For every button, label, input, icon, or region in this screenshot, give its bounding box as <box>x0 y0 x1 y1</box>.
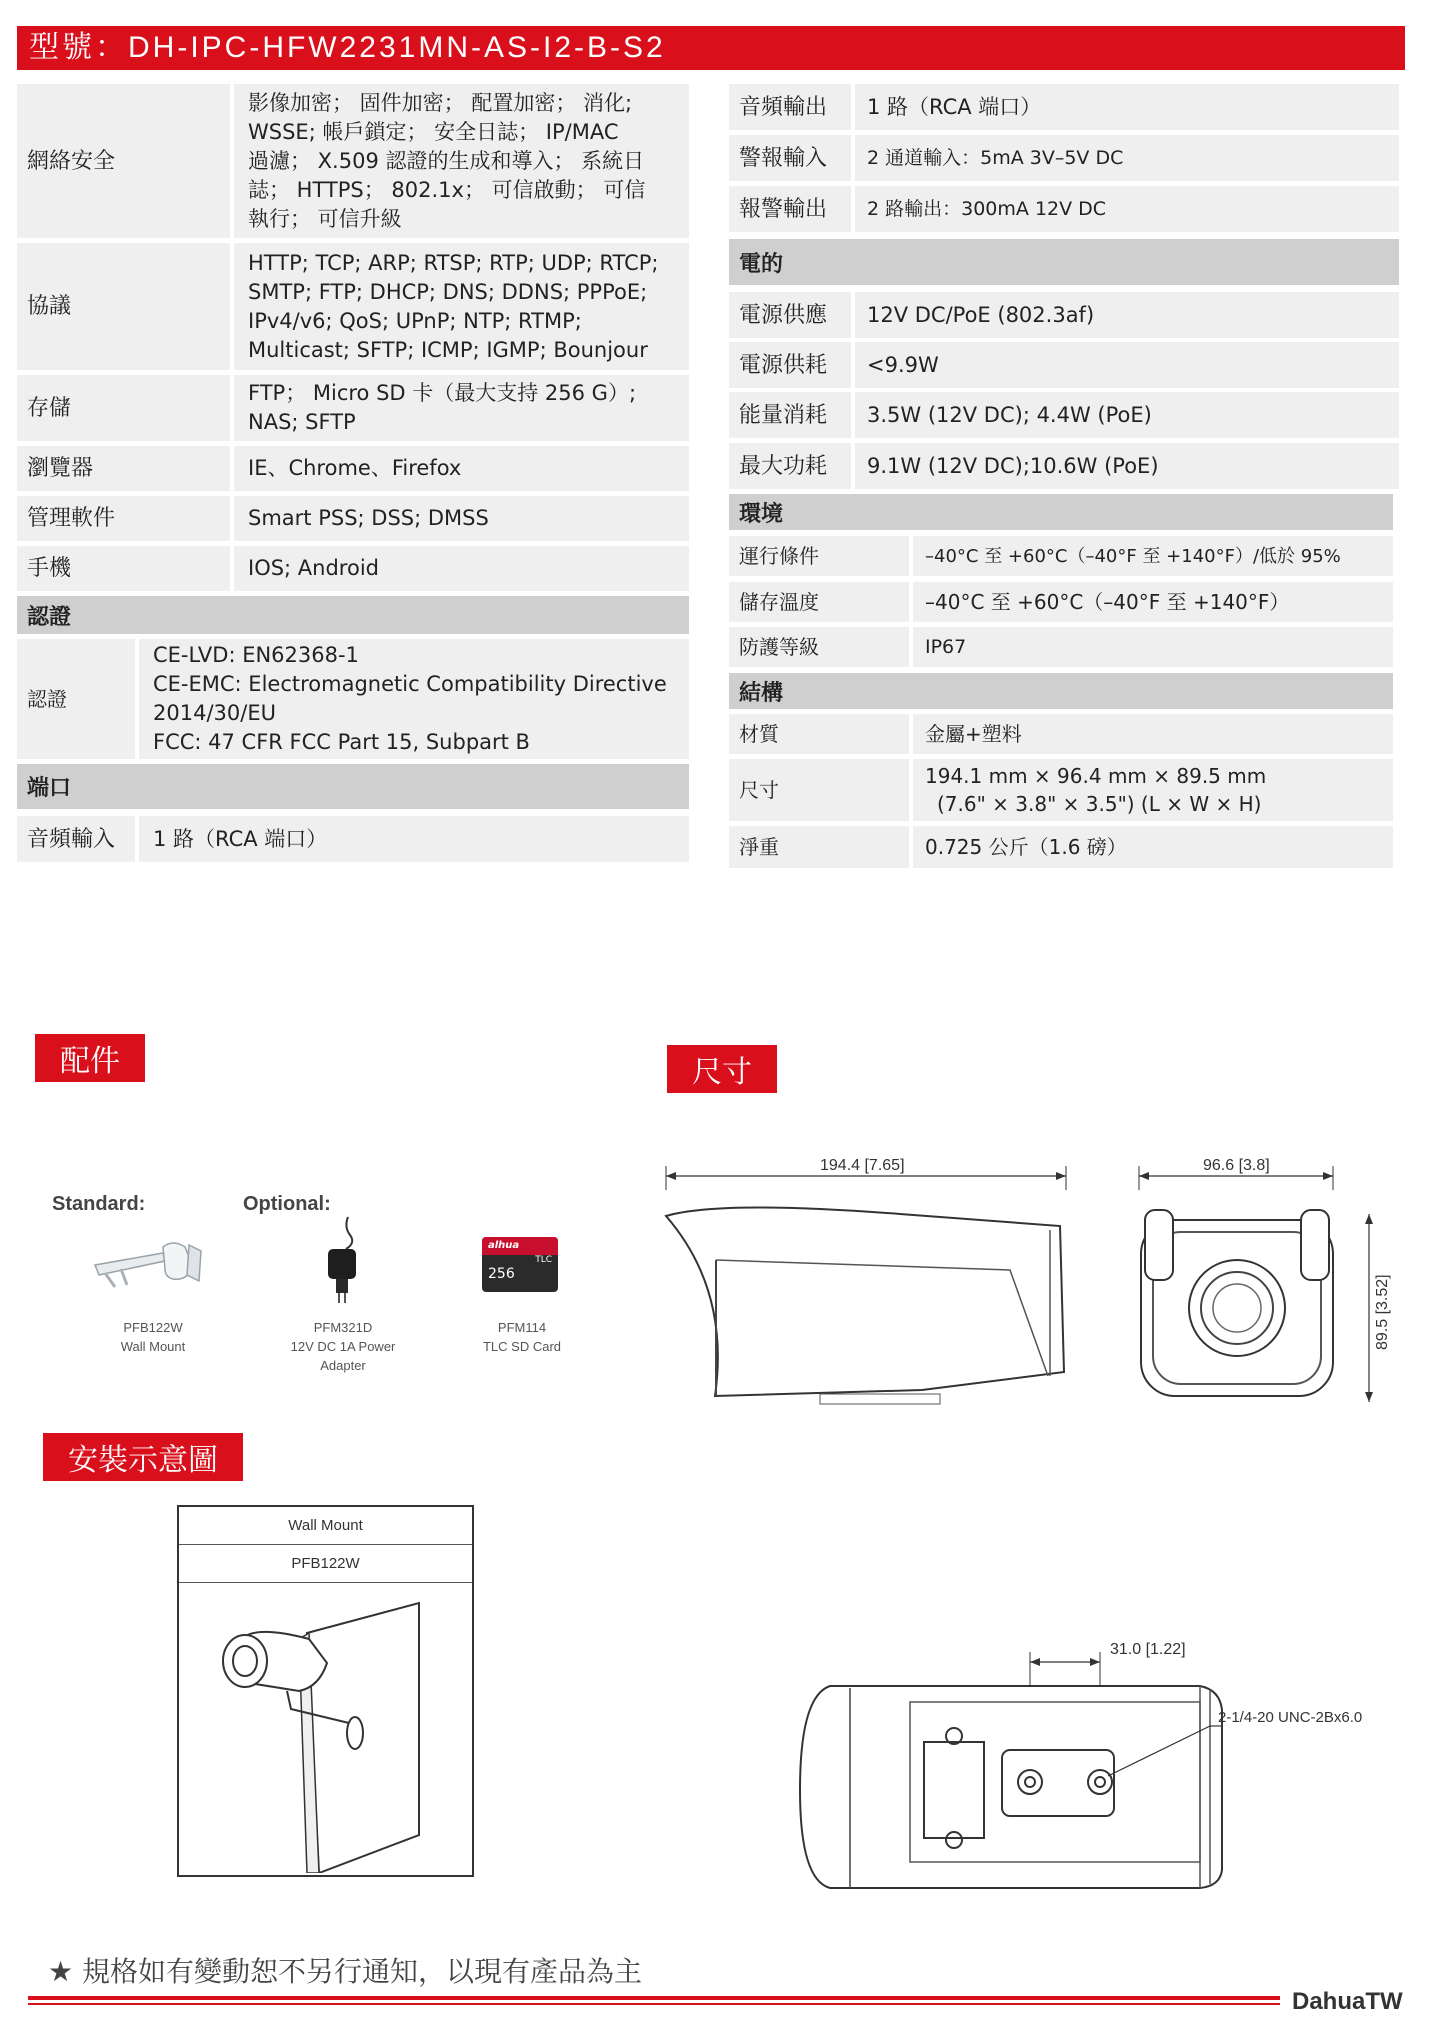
spec-value: –40°C 至 +60°C（–40°F 至 +140°F）/低於 95% <box>913 536 1393 576</box>
spec-line: SMTP; FTP; DHCP; DNS; DDNS; PPPoE; <box>248 279 648 304</box>
spec-label: 能量消耗 <box>729 392 851 438</box>
spec-value: <9.9W <box>855 342 1399 388</box>
power-adapter-icon <box>318 1215 368 1305</box>
spec-label: 存儲 <box>17 375 230 441</box>
spec-line: (7.6" × 3.8" × 3.5") (L × W × H) <box>937 792 1262 816</box>
spec-row-protocol <box>17 243 689 370</box>
spec-line: CE-EMC: Electromagnetic Compatibility Directive <box>153 672 667 696</box>
footer-divider-red-thin <box>28 2003 1280 2005</box>
screw-spec-label: 2-1/4-20 UNC-2Bx6.0 <box>1218 1709 1363 1726</box>
spec-row-max-power <box>729 443 1399 489</box>
spec-value: –40°C 至 +60°C（–40°F 至 +140°F） <box>913 582 1393 622</box>
spec-line: 執行； 可信升級 <box>248 206 402 231</box>
optional-label: Optional: <box>243 1193 331 1215</box>
spec-label: 儲存溫度 <box>729 582 909 622</box>
spec-line: 過濾； X.509 認證的生成和導入； 系統日 <box>248 148 645 173</box>
spec-line: 誌； HTTPS； 802.1x； 可信啟動； 可信 <box>248 177 646 202</box>
hole-spacing-dimension: 31.0 [1.22] <box>1110 1641 1186 1658</box>
section-header-port: 端口 <box>17 764 689 809</box>
spec-label: 電源供應 <box>729 292 851 338</box>
spec-value: IE、Chrome、Firefox <box>234 446 689 491</box>
spec-value: 2 通道輸入：5mA 3V–5V DC <box>855 135 1399 181</box>
installation-diagram <box>177 1505 474 1877</box>
spec-value <box>139 639 689 759</box>
camera-side-view-drawing <box>660 1150 1080 1410</box>
spec-label: 協議 <box>17 243 230 370</box>
spec-row-cert <box>17 639 689 759</box>
height-dimension: 89.5 [3.52] <box>1374 1274 1391 1350</box>
spec-line: Multicast; SFTP; ICMP; IGMP; Bounjour <box>248 337 648 362</box>
spec-value: 金屬+塑料 <box>913 714 1393 754</box>
model-title: 型號：DH-IPC-HFW2231MN-AS-I2-B-S2 <box>29 31 666 64</box>
spec-label: 淨重 <box>729 826 909 868</box>
spec-label: 警報輸入 <box>729 135 851 181</box>
spec-row-dimensions <box>729 759 1393 821</box>
spec-row-mgmt <box>17 496 689 541</box>
spec-row-protection <box>729 627 1393 667</box>
spec-row-browser <box>17 446 689 491</box>
spec-line: CE-LVD: EN62368-1 <box>153 643 359 667</box>
section-header-env: 環境 <box>729 494 1393 530</box>
model-title-bar <box>17 26 1405 70</box>
spec-row-energy <box>729 392 1399 438</box>
spec-value: 0.725 公斤（1.6 磅） <box>913 826 1393 868</box>
standard-label: Standard: <box>52 1193 146 1215</box>
spec-label: 管理軟件 <box>17 496 230 541</box>
wall-mount-icon <box>85 1235 210 1295</box>
spec-value: Smart PSS; DSS; DMSS <box>234 496 689 541</box>
spec-row-storage-temp <box>729 582 1393 622</box>
spec-line: 影像加密； 固件加密； 配置加密； 消化; <box>248 90 633 115</box>
spec-row-audio-out <box>729 84 1399 130</box>
sd-capacity: 256 <box>488 1266 515 1282</box>
spec-value: 3.5W (12V DC); 4.4W (PoE) <box>855 392 1399 438</box>
spec-value <box>913 759 1393 821</box>
installation-heading: 安裝示意圖 <box>43 1433 243 1481</box>
spec-row-storage <box>17 375 689 441</box>
spec-row-power-consumption <box>729 342 1399 388</box>
spec-label: 認證 <box>17 639 135 759</box>
spec-line: IPv4/v6; QoS; UPnP; NTP; RTMP; <box>248 308 582 333</box>
spec-label: 手機 <box>17 546 230 591</box>
sd-card-icon <box>482 1237 558 1292</box>
footer-note: ★ 規格如有變動恕不另行通知，以現有產品為主 <box>48 1955 643 1988</box>
accessory-caption-sd-card: PFM114 TLC SD Card <box>482 1320 562 1354</box>
install-table-model: PFB122W <box>179 1545 472 1583</box>
spec-label: 尺寸 <box>729 759 909 821</box>
spec-label: 防護等級 <box>729 627 909 667</box>
accessory-caption-wall-mount: PFB122W Wall Mount <box>120 1320 186 1354</box>
spec-line: 194.1 mm × 96.4 mm × 89.5 mm <box>925 764 1267 788</box>
spec-label: 運行條件 <box>729 536 909 576</box>
dimensions-heading: 尺寸 <box>667 1045 777 1093</box>
spec-label: 電源供耗 <box>729 342 851 388</box>
brand-logo-text: DahuaTW <box>1292 1988 1403 2015</box>
spec-label: 報警輸出 <box>729 186 851 232</box>
spec-line: FCC: 47 CFR FCC Part 15, Subpart B <box>153 730 530 754</box>
spec-value: 12V DC/PoE (802.3af) <box>855 292 1399 338</box>
spec-row-network-security <box>17 84 689 238</box>
spec-value: 2 路輸出：300mA 12V DC <box>855 186 1399 232</box>
spec-value <box>234 243 689 370</box>
install-table-title: Wall Mount <box>179 1507 472 1545</box>
spec-value: IP67 <box>913 627 1393 667</box>
spec-label: 音頻輸出 <box>729 84 851 130</box>
sd-type: TLC <box>535 1255 552 1265</box>
camera-front-view-drawing <box>1135 1150 1395 1410</box>
spec-label: 材質 <box>729 714 909 754</box>
spec-label: 瀏覽器 <box>17 446 230 491</box>
spec-label: 最大功耗 <box>729 443 851 489</box>
spec-row-power-supply <box>729 292 1399 338</box>
spec-row-alarm-in <box>729 135 1399 181</box>
spec-value <box>234 84 689 238</box>
spec-row-material <box>729 714 1393 754</box>
spec-value: IOS; Android <box>234 546 689 591</box>
spec-row-operating <box>729 536 1393 576</box>
footer-divider-red <box>28 1996 1280 2000</box>
spec-line: 2014/30/EU <box>153 701 276 725</box>
spec-row-weight <box>729 826 1393 868</box>
sd-brand: alhua <box>482 1237 558 1255</box>
spec-label: 音頻輸入 <box>17 816 135 862</box>
length-dimension: 194.4 [7.65] <box>820 1157 905 1174</box>
section-header-cert: 認證 <box>17 596 689 634</box>
spec-line: WSSE; 帳戶鎖定； 安全日誌； IP/MAC <box>248 119 619 144</box>
spec-value <box>234 375 689 441</box>
width-dimension: 96.6 [3.8] <box>1203 1157 1270 1174</box>
spec-row-audio-in <box>17 816 689 862</box>
accessory-caption-power-adapter: PFM321D 12V DC 1A Power Adapter <box>290 1320 396 1373</box>
spec-row-alarm-out <box>729 186 1399 232</box>
section-header-structure: 結構 <box>729 673 1393 709</box>
spec-value: 1 路（RCA 端口） <box>855 84 1399 130</box>
spec-value: 9.1W (12V DC);10.6W (PoE) <box>855 443 1399 489</box>
spec-row-mobile <box>17 546 689 591</box>
camera-wall-mount-illustration <box>179 1583 472 1873</box>
spec-line: FTP； Micro SD 卡（最大支持 256 G）; <box>248 381 637 405</box>
spec-label: 網絡安全 <box>17 84 230 238</box>
section-header-power: 電的 <box>729 239 1399 285</box>
accessories-heading: 配件 <box>35 1034 145 1082</box>
spec-line: NAS; SFTP <box>248 410 356 434</box>
camera-bottom-view-drawing <box>790 1630 1410 1900</box>
spec-line: HTTP; TCP; ARP; RTSP; RTP; UDP; RTCP; <box>248 250 659 275</box>
spec-value: 1 路（RCA 端口） <box>139 816 689 862</box>
